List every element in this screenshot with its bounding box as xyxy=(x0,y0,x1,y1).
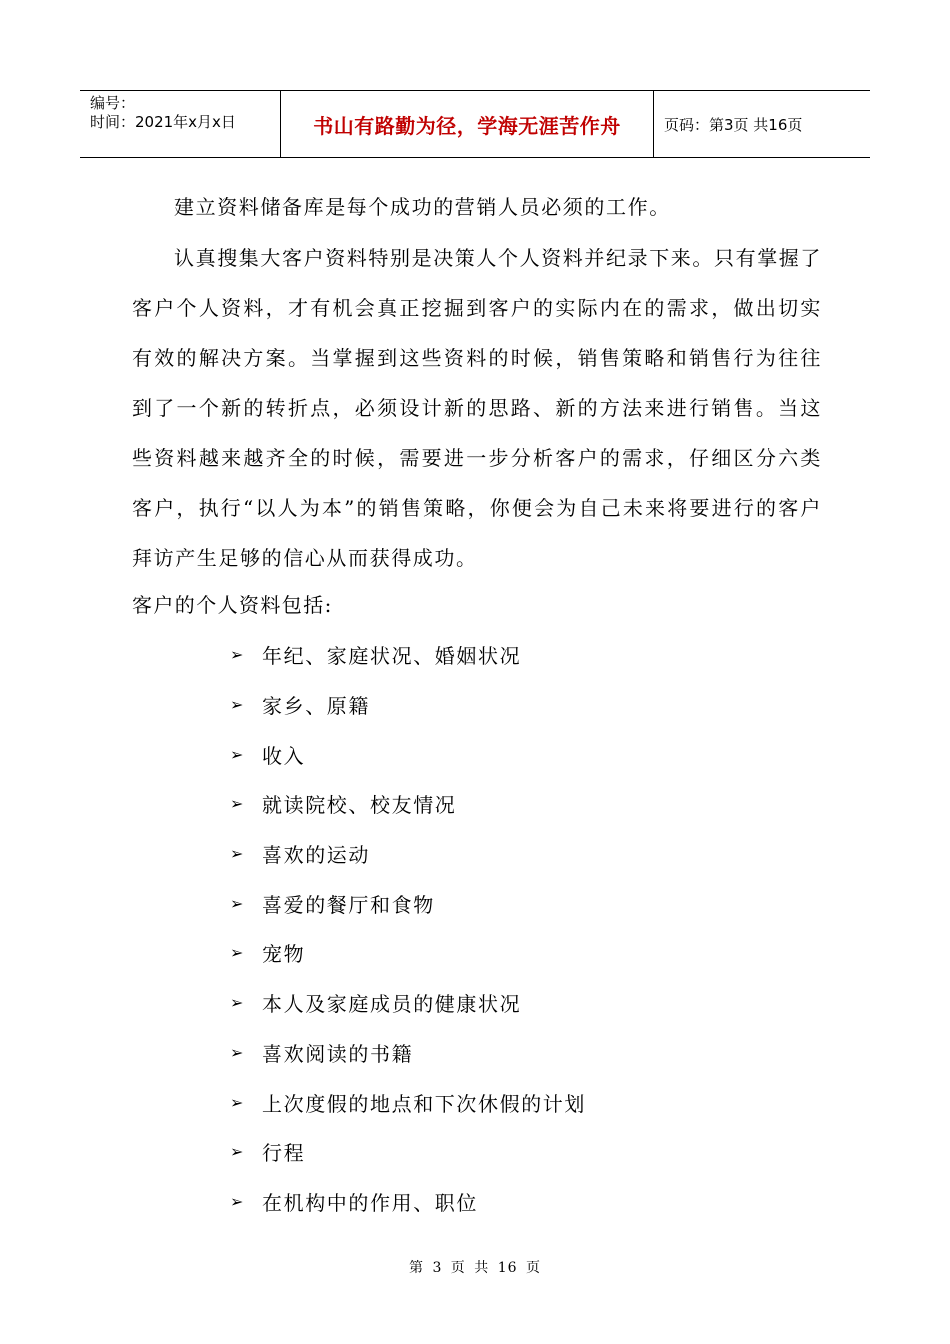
arrow-bullet-icon: ➢ xyxy=(230,1092,244,1112)
list-item-text: 上次度假的地点和下次休假的计划 xyxy=(262,1091,586,1116)
list-item-text: 年纪、家庭状况、婚姻状况 xyxy=(262,644,522,669)
document-time-label: 时间：2021年x月x日 xyxy=(90,113,236,131)
arrow-bullet-icon: ➢ xyxy=(230,993,244,1013)
list-item xyxy=(230,1028,586,1078)
header-motto: 书山有路勤为径，学海无涯苦作舟 xyxy=(313,113,621,138)
arrow-bullet-icon: ➢ xyxy=(230,794,244,814)
list-item xyxy=(230,1127,586,1177)
arrow-bullet-icon: ➢ xyxy=(230,844,244,864)
bullet-list xyxy=(230,630,586,1226)
list-item xyxy=(230,729,586,779)
list-item-text: 家乡、原籍 xyxy=(262,694,370,719)
header-page-cell xyxy=(654,91,870,157)
list-item xyxy=(230,829,586,879)
header-page-info: 页码：第3页 共16页 xyxy=(664,115,803,134)
list-item xyxy=(230,630,586,680)
header-motto-cell xyxy=(281,91,654,157)
arrow-bullet-icon: ➢ xyxy=(230,645,244,665)
arrow-bullet-icon: ➢ xyxy=(230,695,244,715)
list-item xyxy=(230,779,586,829)
list-item-text: 喜欢阅读的书籍 xyxy=(262,1041,414,1066)
list-item-text: 宠物 xyxy=(262,942,306,967)
body-paragraph-1: 建立资料储备库是每个成功的营销人员必须的工作。 xyxy=(174,195,671,219)
list-item xyxy=(230,1177,586,1227)
arrow-bullet-icon: ➢ xyxy=(230,744,244,764)
list-item xyxy=(230,928,586,978)
list-item-text: 行程 xyxy=(262,1141,306,1166)
arrow-bullet-icon: ➢ xyxy=(230,943,244,963)
list-item-text: 在机构中的作用、职位 xyxy=(262,1190,478,1215)
footer-page-number: 第 3 页 共 16 页 xyxy=(409,1260,541,1276)
page-header xyxy=(80,90,870,158)
list-item-text: 喜爱的餐厅和食物 xyxy=(262,892,435,917)
list-item-text: 喜欢的运动 xyxy=(262,843,370,868)
document-number-label: 编号： xyxy=(90,94,136,112)
list-item-text: 收入 xyxy=(262,743,306,768)
header-meta-cell xyxy=(80,91,281,157)
list-item xyxy=(230,878,586,928)
list-item xyxy=(230,978,586,1028)
list-item-text: 本人及家庭成员的健康状况 xyxy=(262,992,522,1017)
page-footer xyxy=(0,1257,950,1277)
list-intro: 客户的个人资料包括: xyxy=(132,593,333,617)
list-item xyxy=(230,680,586,730)
body-paragraph-2: 认真搜集大客户资料特别是决策人个人资料并纪录下来。只有掌握了客户个人资料，才有机会真正挖掘到客户的实际内在的需求，做出切实有效的解决方案。当掌握到这些资料的时候，销售策略和销售行为往往到了一个新的转折点，必须设计新的思路、新的方法来进行销售。当这些资料越来越齐全的时候，需要进一步分析客户的需求，仔细区分六类客户，执行“以人为本”的销售策略，你便会为自己未来将要进行的客户拜访产生足够的信心从而获得成功。 xyxy=(132,246,822,570)
list-item xyxy=(230,1077,586,1127)
arrow-bullet-icon: ➢ xyxy=(230,893,244,913)
list-item-text: 就读院校、校友情况 xyxy=(262,793,457,818)
arrow-bullet-icon: ➢ xyxy=(230,1042,244,1062)
arrow-bullet-icon: ➢ xyxy=(230,1142,244,1162)
arrow-bullet-icon: ➢ xyxy=(230,1191,244,1211)
